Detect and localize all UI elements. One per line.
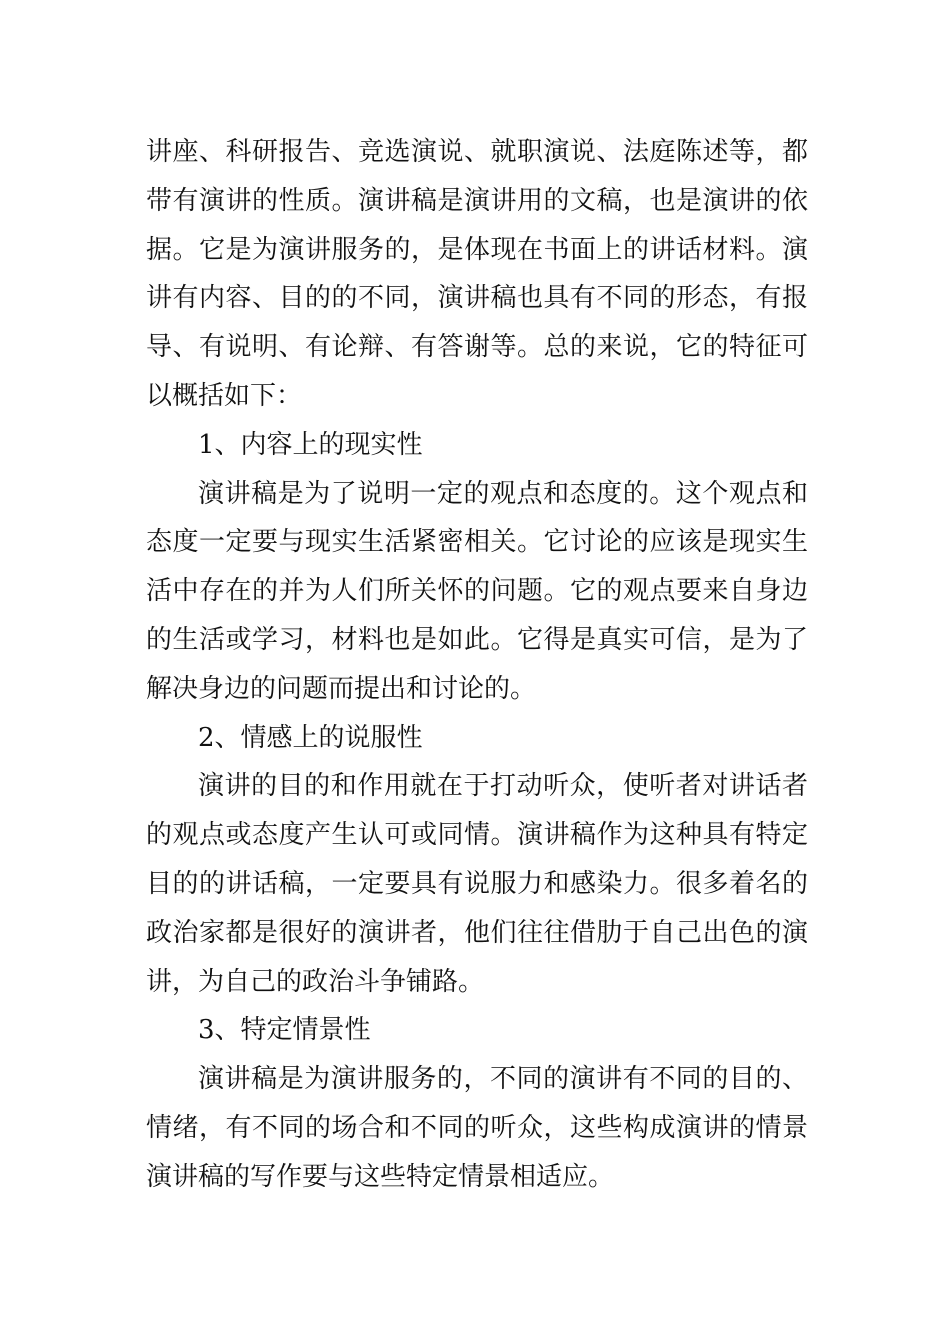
section-paragraph-1: 演讲稿是为了说明一定的观点和态度的。这个观点和态度一定要与现实生活紧密相关。它讨论的应该是现实生活中存在的并为人们所关怀的问题。它的观点要来自身边的生活或学习，材料也是如此。它得是真实可信，是为了解决身边的问题而提出和讨论的。 xyxy=(146,478,808,704)
document-body xyxy=(146,128,808,1202)
intro-paragraph: 讲座、科研报告、竞选演说、就职演说、法庭陈述等，都带有演讲的性质。演讲稿是演讲用的文稿，也是演讲的依据。它是为演讲服务的，是体现在书面上的讲话材料。演讲有内容、目的的不同，演讲稿也具有不同的形态，有报导、有说明、有论辩、有答谢等。总的来说，它的特征可以概括如下： xyxy=(146,137,808,411)
section-heading-1: 1、内容上的现实性 xyxy=(198,429,423,460)
section-heading-2: 2、情感上的说服性 xyxy=(198,722,423,753)
section-heading-3: 3、特定情景性 xyxy=(198,1015,371,1046)
section-paragraph-2: 演讲的目的和作用就在于打动听众，使听者对讲话者的观点或态度产生认可或同情。演讲稿作为这种具有特定目的的讲话稿，一定要具有说服力和感染力。很多着名的政治家都是很好的演讲者，他们往往借肋于自己出色的演讲，为自己的政治斗争铺路。 xyxy=(146,771,808,997)
section-paragraph-3: 演讲稿是为演讲服务的，不同的演讲有不同的目的、情绪，有不同的场合和不同的听众，这些构成演讲的情景演讲稿的写作要与这些特定情景相适应。 xyxy=(146,1064,808,1192)
